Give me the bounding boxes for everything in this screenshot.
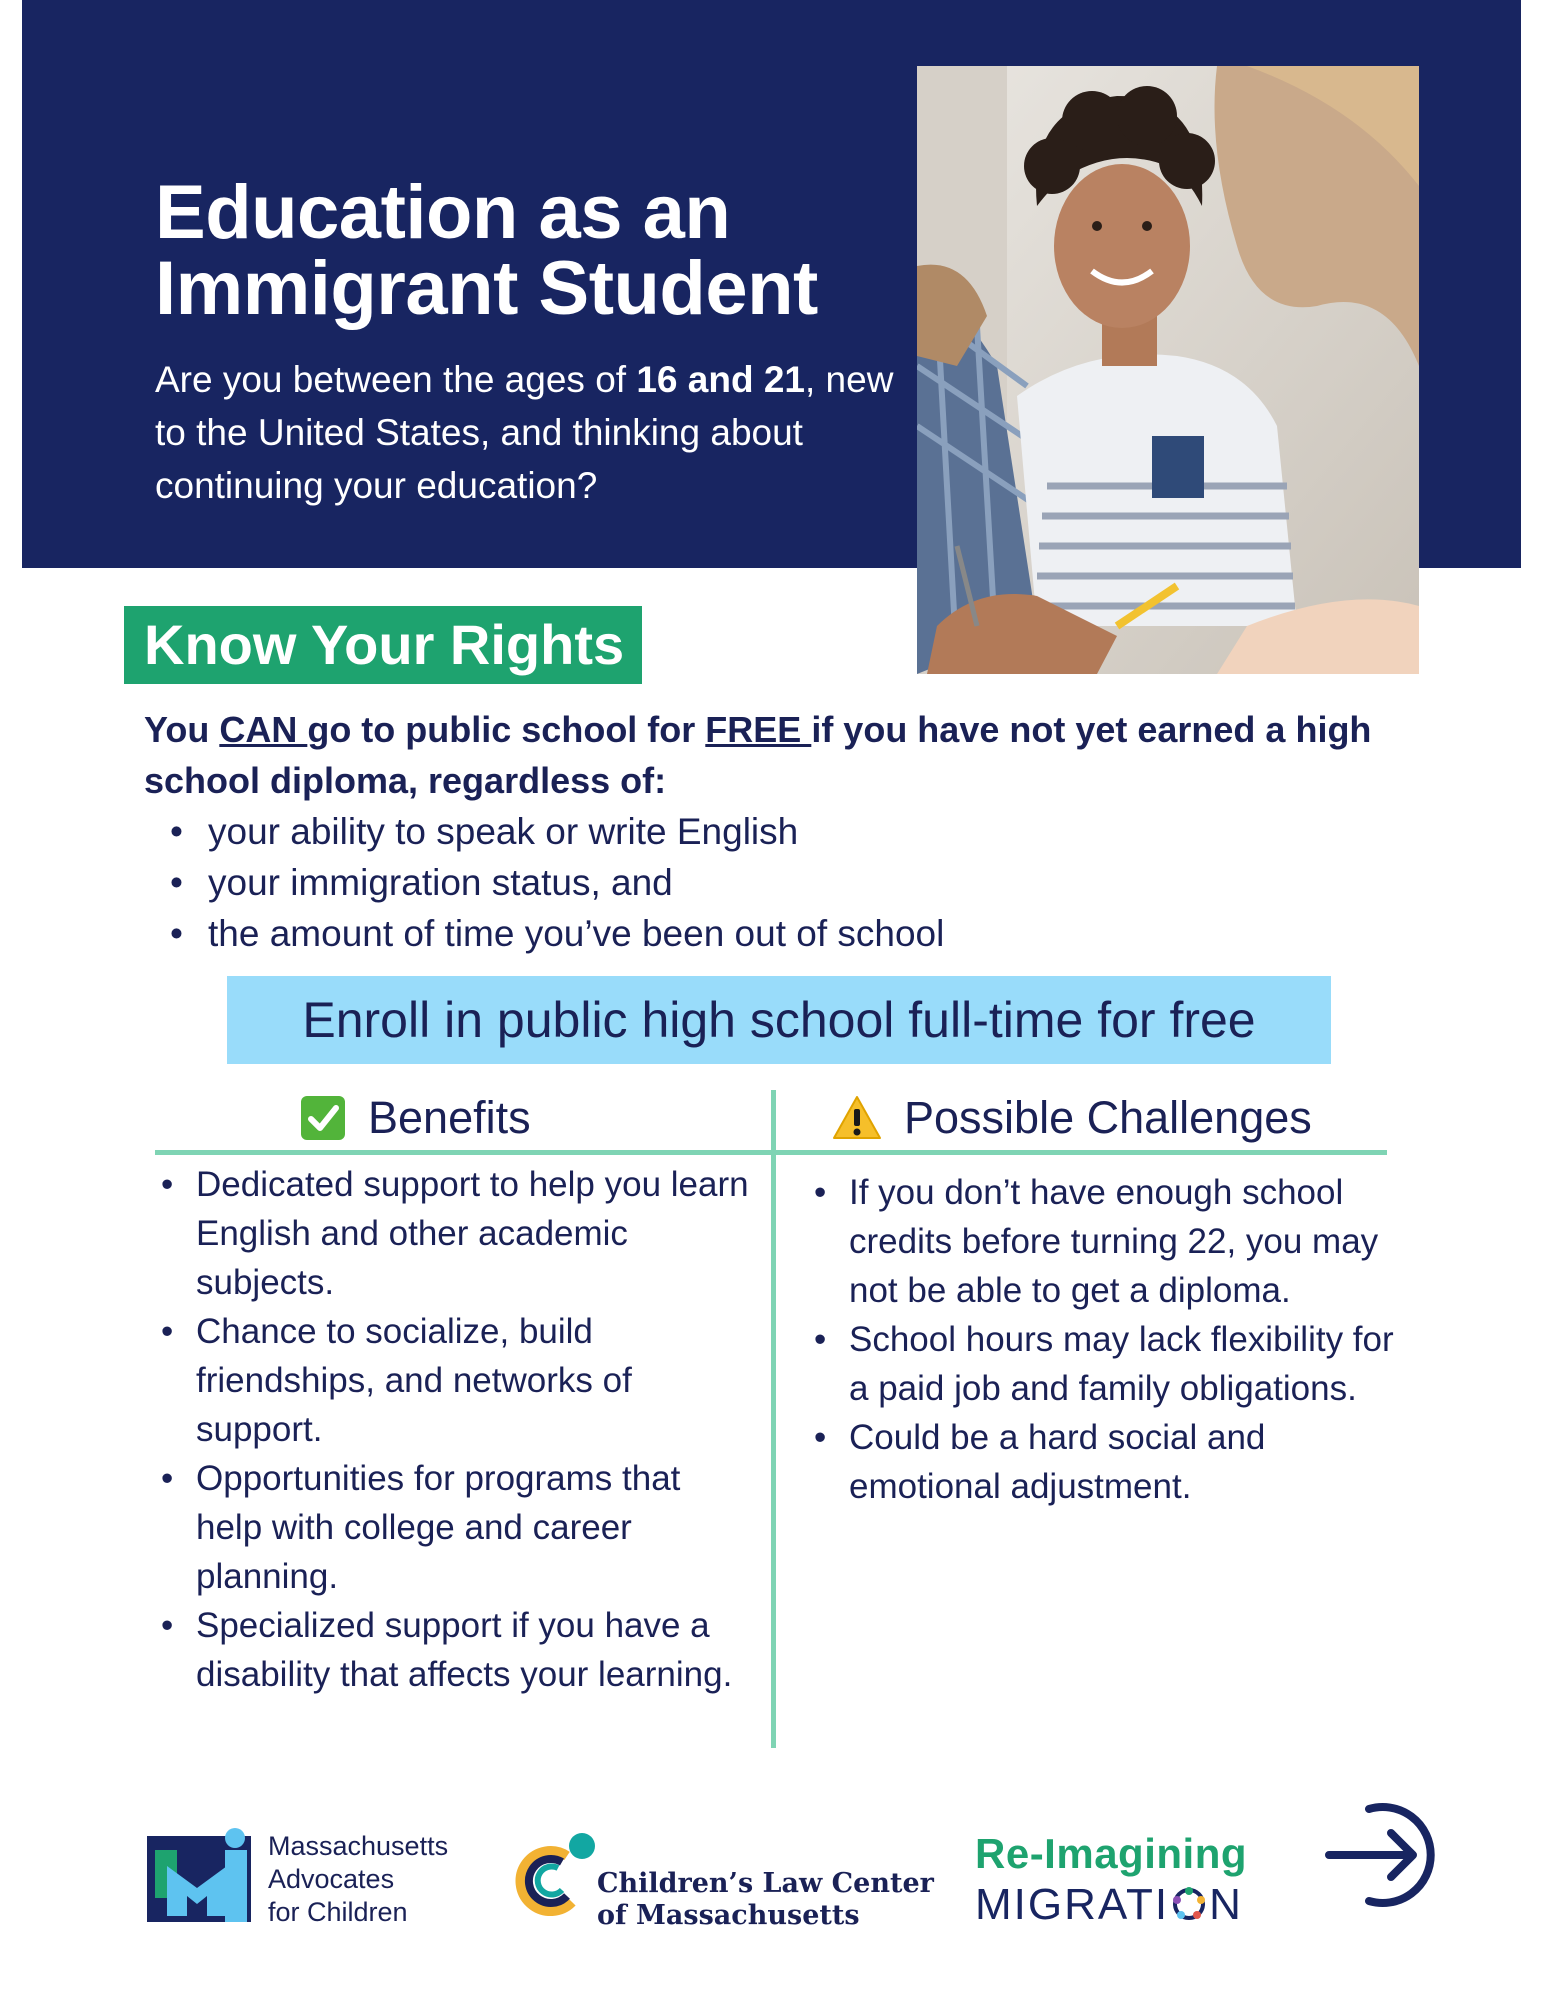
list-item: • Opportunities for programs that help with college and career planning. bbox=[156, 1454, 756, 1601]
list-item: • Dedicated support to help you learn English and other academic subjects. bbox=[156, 1160, 756, 1307]
page-title: Education as an Immigrant Student bbox=[155, 170, 818, 331]
can-emphasis: CAN bbox=[219, 709, 308, 750]
list-item: • Could be a hard social and emotional adjustment. bbox=[809, 1413, 1399, 1511]
rights-lead-text: You CAN go to public school for FREE if you have not yet earned a high school diploma, regardless of: bbox=[144, 709, 1372, 801]
benefits-heading bbox=[300, 1090, 531, 1146]
intro-text: Are you between the ages of 16 and 21, new to the United States, and thinking about continuing your education? bbox=[155, 359, 894, 506]
rim-logo-line2: MIGRATI N bbox=[975, 1880, 1243, 1929]
student-illustration bbox=[917, 66, 1419, 674]
age-range: 16 and 21 bbox=[636, 359, 805, 400]
arrow-right-circle-icon bbox=[1325, 1795, 1445, 1915]
challenges-list bbox=[809, 1168, 1399, 1511]
rights-list bbox=[144, 806, 1404, 959]
free-emphasis: FREE bbox=[705, 709, 812, 750]
rim-logo-line1: Re-Imagining bbox=[975, 1830, 1248, 1877]
student-photo bbox=[917, 66, 1419, 674]
challenges-heading bbox=[832, 1090, 1312, 1146]
list-item: • School hours may lack flexibility for a paid job and family obligations. bbox=[809, 1315, 1399, 1413]
list-item: • your ability to speak or write English bbox=[144, 806, 1404, 857]
columns-vertical-divider bbox=[771, 1090, 776, 1748]
clc-name: Children’s Law Center of Massachusetts bbox=[597, 1868, 934, 1931]
list-item: • your immigration status, and bbox=[144, 857, 1404, 908]
benefits-list bbox=[156, 1160, 756, 1699]
list-item: • Specialized support if you have a disability that affects your learning. bbox=[156, 1601, 756, 1699]
list-item: • Chance to socialize, build friendships, and networks of support. bbox=[156, 1307, 756, 1454]
next-page-button[interactable] bbox=[1325, 1795, 1445, 1920]
clc-logo bbox=[512, 1826, 602, 1921]
check-mark-icon bbox=[300, 1090, 346, 1154]
mac-logo bbox=[147, 1826, 255, 1927]
mac-logo-mark bbox=[147, 1826, 255, 1922]
rim-globe-icon bbox=[1170, 1885, 1208, 1923]
enroll-heading: Enroll in public high school full-time for free bbox=[227, 976, 1331, 1064]
list-item: • the amount of time you’ve been out of school bbox=[144, 908, 1404, 959]
benefits-label: Benefits bbox=[368, 1092, 531, 1143]
mac-name: Massachusetts Advocates for Children bbox=[268, 1831, 449, 1927]
know-your-rights-heading: Know Your Rights bbox=[124, 606, 642, 684]
list-item: • If you don’t have enough school credits before turning 22, you may not be able to get a diploma. bbox=[809, 1168, 1399, 1315]
warning-icon bbox=[832, 1090, 882, 1154]
clc-logo-mark bbox=[512, 1826, 602, 1916]
challenges-label: Possible Challenges bbox=[904, 1092, 1312, 1143]
